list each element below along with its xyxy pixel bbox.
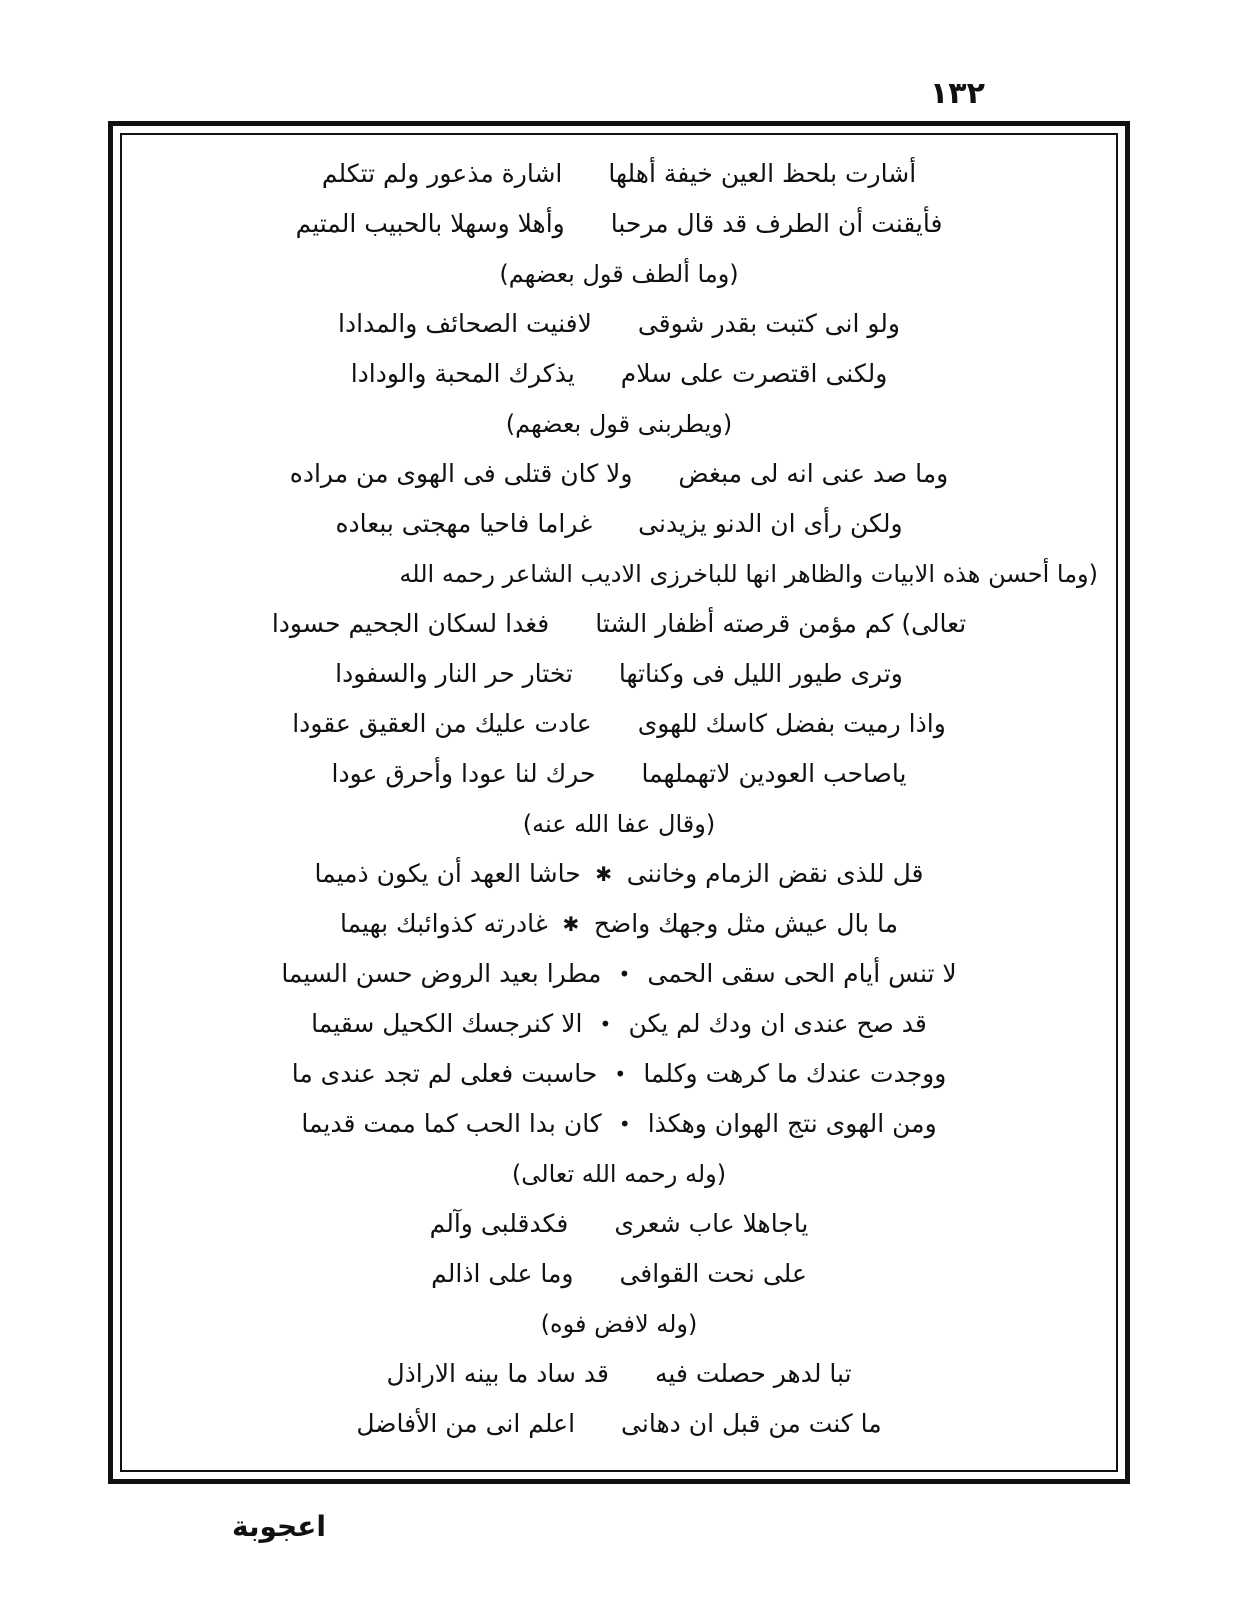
section-heading: (وقال عفا الله عنه)	[522, 810, 716, 838]
verse-line	[134, 699, 1104, 749]
first-hemistich: تبا لدهر حصلت فيه	[655, 1359, 852, 1388]
second-hemistich: حاسبت فعلى لم تجد عندى ما	[291, 1059, 598, 1088]
verse-line	[134, 899, 1104, 949]
bullet-separator-icon: •	[618, 1112, 631, 1136]
verse-line	[134, 1349, 1104, 1399]
verse-line	[134, 449, 1104, 499]
second-hemistich: قد ساد ما بينه الاراذل	[386, 1359, 609, 1388]
first-hemistich: قد صح عندى ان ودك لم يكن	[628, 1009, 927, 1038]
first-hemistich: ما كنت من قبل ان دهانى	[621, 1409, 882, 1438]
section-heading: (ويطربنى قول بعضهم)	[505, 410, 733, 438]
first-hemistich: ما بال عيش مثل وجهك واضح	[593, 909, 899, 938]
second-hemistich: وما على اذالم	[431, 1259, 574, 1288]
verse-line	[134, 499, 1104, 549]
first-hemistich: واذا رميت بفضل كاسك للهوى	[637, 709, 946, 738]
first-hemistich: تعالى) كم مؤمن قرصته أظفار الشتا	[595, 609, 967, 638]
first-hemistich: ولو انى كتبت بقدر شوقى	[637, 309, 900, 338]
second-hemistich: تختار حر النار والسفودا	[335, 659, 573, 688]
prose-line: (وما أحسن هذه الابيات والظاهر انها للباخرزى الاديب الشاعر رحمه الله	[399, 560, 1098, 588]
second-hemistich: اعلم انى من الأفاضل	[356, 1409, 576, 1438]
first-hemistich: لا تنس أيام الحى سقى الحمى	[647, 959, 957, 988]
verse-line	[134, 1399, 1104, 1449]
second-hemistich: غراما فاحيا مهجتى ببعاده	[335, 509, 593, 538]
verse-line	[134, 749, 1104, 799]
first-hemistich: ومن الهوى نتج الهوان وهكذا	[647, 1109, 937, 1138]
second-hemistich: وأهلا وسهلا بالحبيب المتيم	[295, 209, 565, 238]
second-hemistich: مطرا بعيد الروض حسن السيما	[281, 959, 602, 988]
bullet-separator-icon: •	[618, 962, 631, 986]
section-heading: (وله لافض فوه)	[540, 1310, 698, 1338]
first-hemistich: فأيقنت أن الطرف قد قال مرحبا	[610, 209, 943, 238]
first-hemistich: قل للذى نقض الزمام وخاننى	[626, 859, 924, 888]
catchword: اعجوبة	[232, 1510, 326, 1543]
star-separator-icon: ✱	[595, 862, 613, 886]
poem-text-block	[134, 149, 1104, 1449]
bullet-separator-icon: •	[614, 1062, 627, 1086]
section-heading: (وله رحمه الله تعالى)	[511, 1160, 727, 1188]
second-hemistich: ولا كان قتلى فى الهوى من مراده	[289, 459, 633, 488]
second-hemistich: لافنيت الصحائف والمدادا	[338, 309, 592, 338]
second-hemistich: حرك لنا عودا وأحرق عودا	[331, 759, 596, 788]
first-hemistich: على نحت القوافى	[619, 1259, 807, 1288]
verse-line	[134, 149, 1104, 199]
verse-line	[134, 599, 1104, 649]
first-hemistich: أشارت بلحظ العين خيفة أهلها	[608, 159, 917, 188]
verse-line	[134, 299, 1104, 349]
verse-line	[134, 199, 1104, 249]
verse-line	[134, 649, 1104, 699]
first-hemistich: ووجدت عندك ما كرهت وكلما	[643, 1059, 947, 1088]
verse-line	[134, 949, 1104, 999]
first-hemistich: وما صد عنى انه لى مبغض	[678, 459, 949, 488]
page-number: ١٣٢	[930, 76, 985, 111]
verse-line	[134, 349, 1104, 399]
second-hemistich: فكدقلبى وآلم	[429, 1209, 569, 1238]
verse-line	[134, 1049, 1104, 1099]
second-hemistich: يذكرك المحبة والودادا	[350, 359, 575, 388]
verse-line	[134, 999, 1104, 1049]
bullet-separator-icon: •	[599, 1012, 612, 1036]
first-hemistich: ياجاهلا عاب شعرى	[614, 1209, 809, 1238]
second-hemistich: غادرته كذوائبك بهيما	[339, 909, 548, 938]
verse-line	[134, 1249, 1104, 1299]
second-hemistich: اشارة مذعور ولم تتكلم	[321, 159, 563, 188]
verse-line	[134, 1099, 1104, 1149]
first-hemistich: ياصاحب العودين لاتهملهما	[641, 759, 907, 788]
verse-line	[134, 1199, 1104, 1249]
section-heading: (وما ألطف قول بعضهم)	[499, 260, 739, 288]
first-hemistich: وترى طيور الليل فى وكناتها	[618, 659, 903, 688]
star-separator-icon: ✱	[562, 912, 580, 936]
verse-line	[134, 849, 1104, 899]
first-hemistich: ولكنى اقتصرت على سلام	[620, 359, 888, 388]
second-hemistich: حاشا العهد أن يكون ذميما	[314, 859, 581, 888]
second-hemistich: عادت عليك من العقيق عقودا	[292, 709, 592, 738]
text-frame	[108, 121, 1130, 1484]
first-hemistich: ولكن رأى ان الدنو يزيدنى	[638, 509, 903, 538]
text-frame-inner	[120, 133, 1118, 1472]
second-hemistich: الا كنرجسك الكحيل سقيما	[311, 1009, 583, 1038]
second-hemistich: فغدا لسكان الجحيم حسودا	[271, 609, 550, 638]
second-hemistich: كان بدا الحب كما ممت قديما	[301, 1109, 602, 1138]
